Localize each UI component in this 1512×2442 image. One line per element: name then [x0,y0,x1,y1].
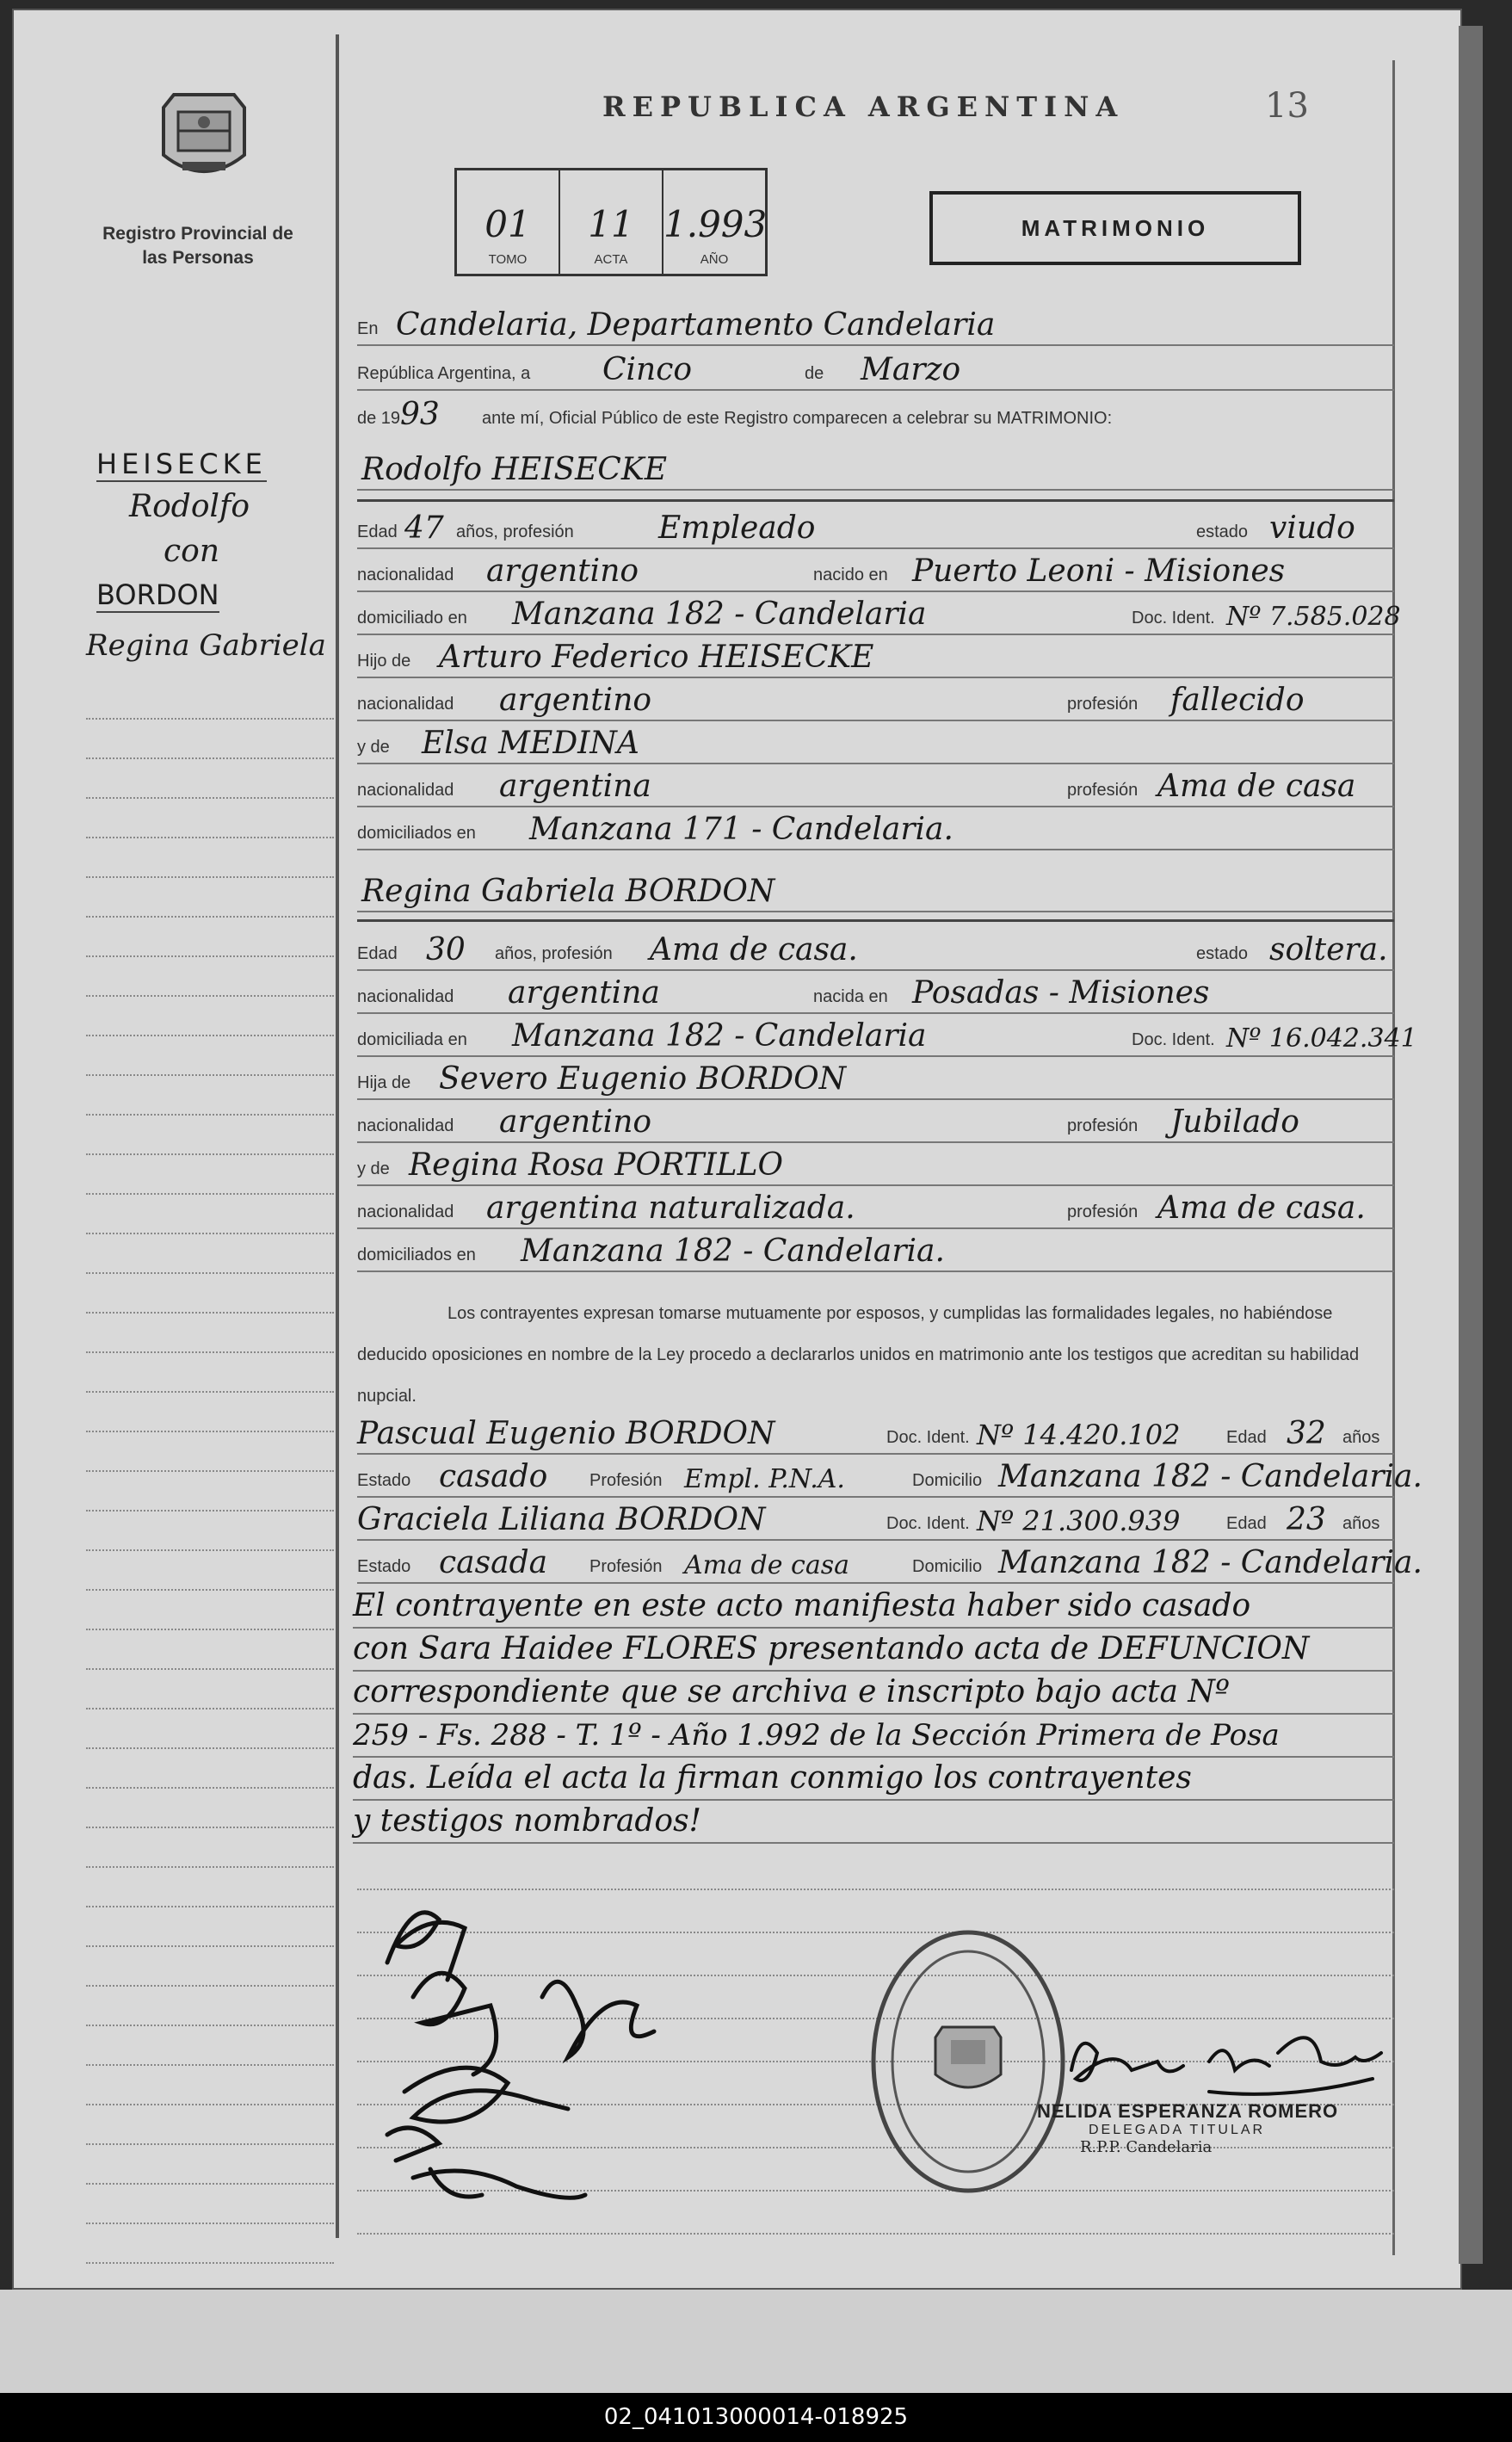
nacionalidad-label: nacionalidad [357,695,454,714]
nacido-label: nacido en [813,566,888,584]
groom-father-profession: fallecido [1170,683,1305,718]
note-line: y testigos nombrados! [353,1801,1394,1844]
bride-mother: Regina Rosa PORTILLO [409,1147,783,1183]
bride-father-row [357,1057,1394,1100]
margin-groom-name: Rodolfo [129,489,250,524]
bride-father-nationality: argentino [499,1104,652,1140]
margin-con: con [164,534,220,569]
groom-address: Manzana 182 - Candelaria [512,597,927,632]
domicilio-label: domiciliado en [357,609,467,628]
hijo-label: Hijo de [357,652,411,671]
groom-nationality: argentino [486,553,639,589]
note-line: correspondiente que se archiva e inscripto bajo acta Nº [353,1672,1394,1715]
groom-mother-profession: Ama de casa [1157,769,1356,804]
estado-label: Estado [357,1557,411,1576]
acta-label: ACTA [594,252,628,267]
domicilio-label: Domicilio [912,1471,983,1490]
bride-address: Manzana 182 - Candelaria [512,1018,927,1054]
profesion-label: años, profesión [456,522,574,541]
witness1-row [357,1412,1394,1455]
nacionalidad-label: nacionalidad [357,566,454,584]
domiciliados-label: domiciliados en [357,824,476,843]
month-value: Marzo [861,352,961,387]
intro-date-row [357,348,1394,391]
edad-label: Edad [357,944,398,963]
witness1-profession: Empl. P.N.A. [684,1464,845,1494]
groom-nationality-row [357,549,1394,592]
doc-label: Doc. Ident. [1132,1030,1215,1049]
bride-mother-nationality: argentina naturalizada. [486,1190,855,1226]
groom-separator [357,499,1394,502]
image-id-footer: 02_041013000014-018925 [0,2393,1512,2442]
registry-emblem-icon [148,86,260,189]
estado-label: Estado [357,1471,411,1490]
profesion-label: años, profesión [495,944,613,963]
bride-parents-address: Manzana 182 - Candelaria. [521,1233,945,1269]
tomo-value: 01 [484,203,531,245]
note-line: 259 - Fs. 288 - T. 1º - Año 1.992 de la Sección Primera de Posa [353,1715,1394,1758]
profesion-label: profesión [1067,781,1139,800]
witness2-age: 23 [1287,1502,1326,1537]
doc-label: Doc. Ident. [886,1428,970,1447]
bride-profession: Ama de casa. [650,932,858,968]
legal-statement: Los contrayentes expresan tomarse mutuamente por esposos, y cumplidas las formalidades legales, no habiéndose deducido oposiciones en nombre de la Ley procedo a declararlos unidos en matrimonio ante los testigos que acreditan su habilidad nupcial. [357,1304,1360,1406]
groom-name-row [357,448,1394,491]
year-value: 93 [400,397,440,432]
margin-groom-surname: HEISECKE [96,448,267,480]
page-bottom-strip [0,2290,1512,2393]
note-line: con Sara Haidee FLORES presentando acta de DEFUNCION [353,1629,1394,1672]
domiciliados-label: domiciliados en [357,1246,476,1264]
estado-label: estado [1196,944,1249,963]
witness1-age: 32 [1287,1416,1326,1451]
book-binding [1459,26,1483,2264]
groom-parents-address: Manzana 171 - Candelaria. [529,812,953,847]
folio-number: 13 [1265,86,1309,126]
groom-father-nat-row [357,678,1394,721]
witness2-row [357,1498,1394,1541]
anios-label: años [1342,1514,1380,1533]
bride-mother-nat-row [357,1186,1394,1229]
note-line: das. Leída el acta la firman conmigo los contrayentes [353,1758,1394,1801]
witness2-details-row [357,1541,1423,1584]
margin-bride-name: Regina Gabriela [86,628,326,663]
official-name: NELIDA ESPERANZA ROMERO [1037,2100,1339,2122]
record-index-box [454,168,768,276]
anio-label: AÑO [700,252,729,267]
witness1-address: Manzana 182 - Candelaria. [998,1459,1423,1494]
bride-name: Regina Gabriela BORDON [361,874,775,909]
edad-label: Edad [1226,1428,1267,1447]
doc-label: Doc. Ident. [1132,609,1215,628]
yde-label: y de [357,1159,390,1178]
groom-father-row [357,635,1394,678]
witness2-status: casada [439,1545,548,1580]
groom-mother-row [357,721,1394,764]
bride-mother-profession: Ama de casa. [1157,1190,1366,1226]
anio-value: 1.993 [663,203,768,245]
registry-name: Registro Provincial de las Personas [102,224,293,268]
doc-label: Doc. Ident. [886,1514,970,1533]
bride-birthplace: Posadas - Misiones [912,975,1210,1011]
bride-father: Severo Eugenio BORDON [439,1061,847,1097]
groom-doc: Nº 7.585.028 [1226,602,1401,632]
margin-bride-surname: BORDON [96,578,219,611]
witness1-details-row [357,1455,1423,1498]
day-value: Cinco [602,352,693,387]
nacionalidad-label: nacionalidad [357,1116,454,1135]
nacionalidad-label: nacionalidad [357,781,454,800]
bride-mother-row [357,1143,1394,1186]
bride-name-row [357,869,1394,912]
de-label: de [805,364,824,383]
groom-age: 47 [404,510,444,546]
official-stamp-icon [865,1924,1071,2199]
groom-mother: Elsa MEDINA [422,726,639,761]
groom-father: Arturo Federico HEISECKE [439,640,874,675]
intro-text: ante mí, Oficial Público de este Registro comparecen a celebrar su MATRIMONIO: [482,409,1113,428]
bride-age-row [357,928,1394,971]
official-signature-icon [1063,2019,1390,2113]
en-label: En [357,319,379,338]
acta-value: 11 [588,203,634,245]
acta-cell [560,170,663,274]
hija-label: Hija de [357,1073,411,1092]
witness2-doc: Nº 21.300.939 [977,1505,1181,1537]
margin-divider [336,34,339,2238]
official-office: R.P.P. Candelaria [1080,2138,1213,2156]
groom-mother-nat-row [357,764,1394,807]
note-line: El contrayente en este acto manifiesta haber sido casado [353,1586,1394,1629]
groom-birthplace: Puerto Leoni - Misiones [912,553,1286,589]
place-value: Candelaria, Departamento Candelaria [396,307,996,343]
year-prefix: de 19 [357,409,401,428]
tomo-cell [457,170,560,274]
profesion-label: Profesión [589,1557,663,1576]
groom-name: Rodolfo HEISECKE [361,452,668,487]
domicilio-label: domiciliada en [357,1030,467,1049]
anios-label: años [1342,1428,1380,1447]
bride-doc: Nº 16.042.341 [1226,1023,1417,1054]
tomo-label: TOMO [488,252,528,267]
republica-label: República Argentina, a [357,364,531,383]
witness1-status: casado [439,1459,548,1494]
margin-dotted-lines [86,680,334,2264]
yde-label: y de [357,738,390,757]
profesion-label: profesión [1067,1202,1139,1221]
official-block [1037,2100,1338,2156]
witness2-profession: Ama de casa [684,1550,849,1580]
profesion-label: profesión [1067,1116,1139,1135]
bride-separator [357,919,1394,922]
signatures-icon [361,1859,688,2221]
witness2-name: Graciela Liliana BORDON [357,1502,766,1537]
nacionalidad-label: nacionalidad [357,1202,454,1221]
witness1-name: Pascual Eugenio BORDON [357,1416,775,1451]
bride-age: 30 [426,932,466,968]
bride-address-row [357,1014,1417,1057]
profesion-label: Profesión [589,1471,663,1490]
groom-mother-nationality: argentina [499,769,651,804]
nacionalidad-label: nacionalidad [357,987,454,1006]
estado-label: estado [1196,522,1249,541]
bride-nationality: argentina [508,975,660,1011]
nacida-label: nacida en [813,987,888,1006]
groom-parents-address-row [357,807,1394,850]
intro-place-row [357,303,1394,346]
bride-father-profession: Jubilado [1170,1104,1299,1140]
edad-label: Edad [357,522,398,541]
bride-parents-address-row [357,1229,1394,1272]
bride-nationality-row [357,971,1394,1014]
record-type-box: MATRIMONIO [929,191,1301,265]
edad-label: Edad [1226,1514,1267,1533]
domicilio-label: Domicilio [912,1557,983,1576]
groom-address-row [357,592,1401,635]
groom-status: viudo [1269,510,1355,546]
anio-cell [663,170,768,274]
groom-father-nationality: argentino [499,683,652,718]
witness1-doc: Nº 14.420.102 [977,1419,1181,1451]
bride-father-nat-row [357,1100,1394,1143]
witness2-address: Manzana 182 - Candelaria. [998,1545,1423,1580]
groom-profession: Empleado [658,510,816,546]
bride-status: soltera. [1269,932,1388,968]
groom-age-row [357,506,1394,549]
profesion-label: profesión [1067,695,1139,714]
official-title: DELEGADA TITULAR [1089,2123,1266,2137]
intro-year-row [357,393,1394,434]
country-title: REPUBLICA ARGENTINA [602,90,1125,123]
